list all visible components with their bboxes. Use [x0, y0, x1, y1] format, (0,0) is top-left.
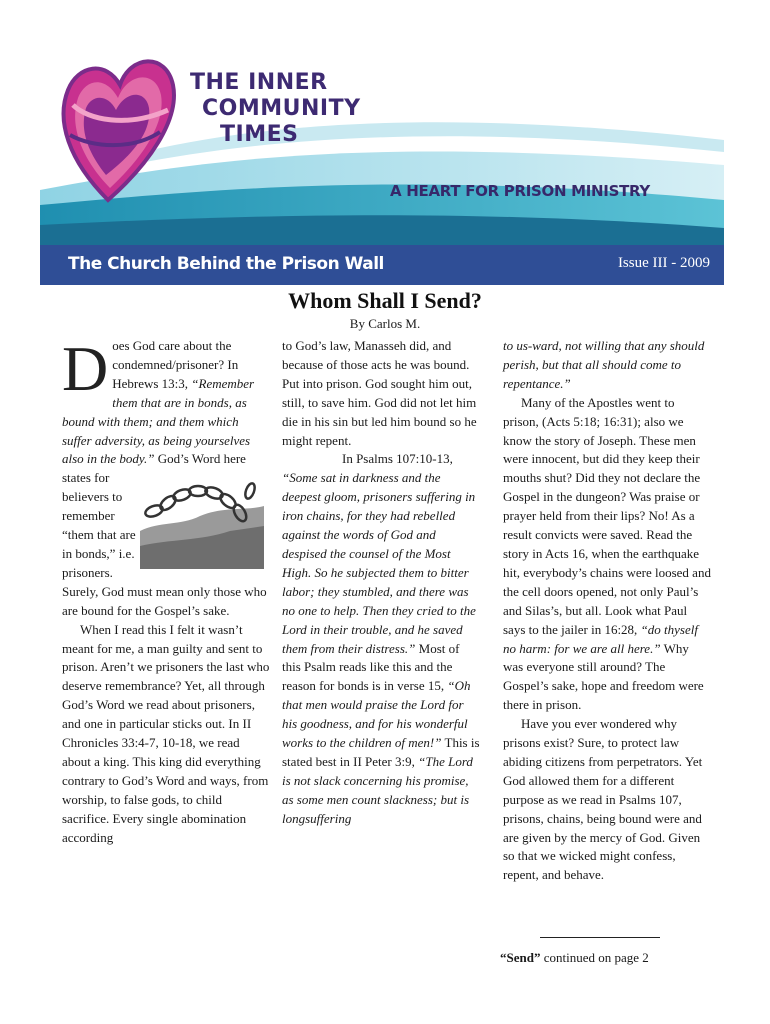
continued-notice	[500, 950, 649, 966]
issue-label: Issue III - 2009	[617, 255, 710, 271]
scripture-quote: “Some sat in darkness and the deepest gloom, prisoners suffering in iron chains, for they had rebelled against the words of God and despised the counsel of the Most High. So he subjected them to bitter labor; they stumbled, and there was no one to help. Then they cried to the Lord in their trouble, and he saved them from their distress.”	[282, 470, 476, 656]
column-1-paragraph-1	[62, 333, 270, 621]
newsletter-subtitle: A HEART FOR PRISON MINISTRY	[390, 182, 650, 200]
continued-label: “Send”	[500, 950, 541, 965]
column-3-paragraph-3: Have you ever wondered why prisons exist? Sure, to protect law abiding citizens from perpetrators. Yet God allowed them for a different purpose as we read in Psalms 107, prisons, chains, being bound were and are given by the mercy of God. Given so that we wicked might confess, repent, and behave.	[503, 716, 703, 883]
scripture-quote: “The Lord is not slack concerning his promise, as some men count slackness; but is longsuffering	[282, 753, 473, 826]
masthead-artwork	[40, 40, 724, 245]
drop-cap: D	[62, 333, 109, 404]
column-2-paragraph-1: to God’s law, Manasseh did, and because of those acts he was bound. Put into prison. God sought him out, still, to save him. God did not let him die in his sin but led him bound so he might repent.	[282, 338, 477, 448]
scripture-quote: “Remember them that are in bonds, as bound with them; and them which suffer adversity, as being yourselves also in the body.”	[62, 375, 255, 467]
text-run: Many of the Apostles went to prison, (Acts 5:18; 16:31); also we know the story of Joseph. These men were innocent, but did they keep their mouths shut? Did they not declare the Gospel in the dungeon? Was praise or prayer held from their lips? No! As a result convicts were saved. Read the story in Acts 16, when the earthquake hit, everybody’s chains were loosed and the cell doors opened, not only Paul’s and Silas’s, but all. Look what Paul says to the jailer in 16:28,	[503, 394, 711, 637]
article-column-2	[282, 337, 480, 829]
divider	[540, 937, 660, 938]
column-2-paragraph-2	[282, 450, 480, 828]
continued-text: continued on page 2	[540, 950, 649, 965]
banner-tagline: The Church Behind the Prison Wall	[68, 254, 384, 274]
scripture-quote: “do thyself no harm: for we are all here.”	[503, 621, 698, 656]
article-byline: By Carlos M.	[349, 316, 421, 331]
masthead	[40, 40, 724, 285]
column-1-paragraph-2: When I read this I felt it wasn’t meant for me, a man guilty and sent to prison. Aren’t we prisoners the last who deserve remembrance? Yet, all through God’s Word we read about prisoners, and one in particular sticks out. In II Chronicles 33:4-7, 10-18, we read about a king. This king did everything contrary to God’s Word and ways, from worship, to false gods, to child sacrifice. Every single abomination according	[62, 621, 270, 845]
text-run: Most of this Psalm reads like this and the reason for bonds is in verse 15,	[282, 640, 460, 694]
text-run: God’s Word here states for believers to remember “them that are in bonds,” i.e. prisoners. Surely, God must mean only those who are bound for the Gospel’s sake.	[62, 451, 267, 618]
title-line-1: THE INNER	[190, 70, 328, 95]
scripture-quote: “Oh that men would praise the Lord for his goodness, and for his wonderful works to the children of men!”	[282, 678, 471, 751]
article-headline: Whom Shall I Send?	[288, 288, 482, 313]
article-column-3	[503, 337, 711, 885]
text-run: In Psalms 107:10-13,	[342, 451, 453, 467]
text-run: oes God care about the condemned/prisoner? In Hebrews 13:3,	[112, 338, 239, 391]
newsletter-title	[190, 70, 361, 148]
chain-illustration	[140, 471, 264, 569]
column-3-paragraph-2	[503, 394, 711, 715]
banner-bar	[40, 245, 724, 285]
title-line-3: TIMES	[220, 122, 299, 147]
article-column-1	[62, 333, 270, 847]
title-line-2: COMMUNITY	[202, 96, 361, 121]
text-run: This is stated best in II Peter 3:9,	[282, 735, 480, 769]
text-run: Why was everyone still around? The Gospel’s sake, hope and freedom were there in prison.	[503, 640, 704, 713]
column-3-paragraph-1: to us-ward, not willing that any should perish, but that all should come to repentance.”	[503, 338, 705, 391]
